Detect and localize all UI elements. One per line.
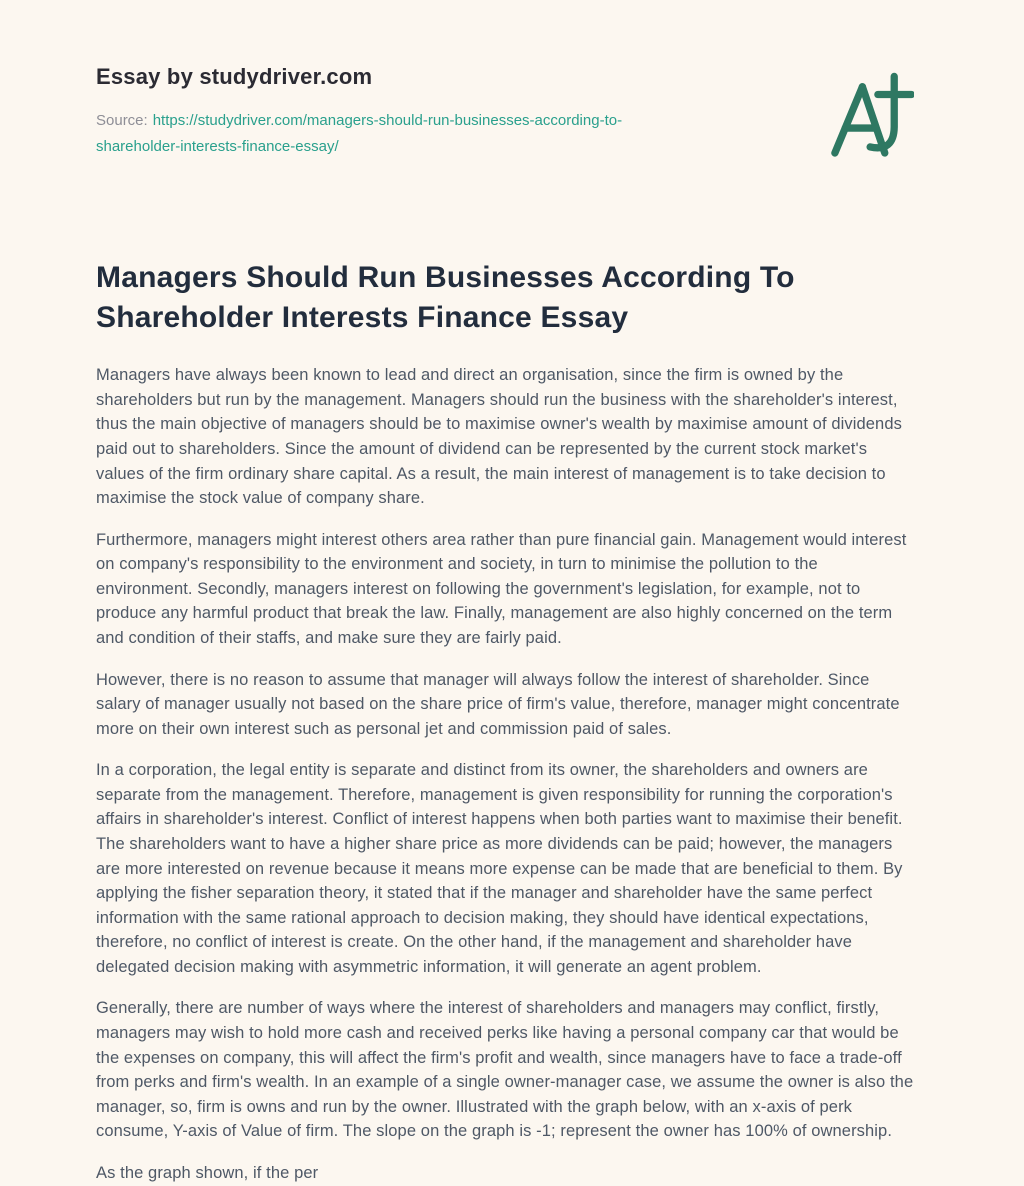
essay-body bbox=[96, 363, 918, 1185]
essay-paragraph: However, there is no reason to assume that manager will always follow the interest of shareholder. Since salary of manager usually not based on the share price of firm's value, therefore, manager might concentrate more on their own interest such as personal jet and commission paid of sales. bbox=[96, 670, 900, 738]
essay-paragraph: Furthermore, managers might interest others area rather than pure financial gain. Management would interest on company's responsibility to the environment and society, in turn to minimise the pollution to the environment. Secondly, managers interest on following the government's legislation, for example, not to produce any harmful product that break the law. Finally, management are also highly concerned on the term and condition of their staffs, and make sure they are fairly paid. bbox=[96, 530, 907, 647]
essay-title: Managers Should Run Businesses According To Shareholder Interests Finance Essay bbox=[96, 261, 795, 334]
essay-paragraph: In a corporation, the legal entity is separate and distinct from its owner, the shareholders and owners are separate from the management. Therefore, management is given responsibility for running the corporation's affairs in shareholder's interest. Conflict of interest happens when both parties want to maximise their benefit. The shareholders want to have a higher share price as more dividends can be paid; however, the managers are more interested on revenue because it means more expense can be made that are beneficial to them. By applying the fisher separation theory, it stated that if the manager and shareholder have the same perfect information with the same rational approach to decision making, they should have identical expectations, therefore, no conflict of interest is create. On the other hand, if the management and shareholder have delegated decision making with asymmetric information, it will generate an agent problem. bbox=[96, 761, 903, 976]
studydriver-logo-icon bbox=[828, 70, 914, 162]
essay-content bbox=[96, 258, 928, 1186]
studydriver-logo bbox=[828, 70, 914, 162]
essay-paragraph: As the graph shown, if the per bbox=[96, 1163, 319, 1182]
essay-paragraph: Managers have always been known to lead and direct an organisation, since the firm is owned by the shareholders but run by the management. Managers should run the business with the shareholder's interest, thus the main objective of managers should be to maximise owner's wealth by maximise amount of dividends paid out to shareholders. Since the amount of dividend can be represented by the current stock market's values of the firm ordinary share capital. As a result, the main interest of management is to take decision to maximise the stock value of company share. bbox=[96, 366, 902, 508]
header-text-block bbox=[96, 64, 676, 159]
source-link[interactable]: https://studydriver.com/managers-should-run-businesses-according-to-shareholder-interests-finance-essay/ bbox=[96, 112, 623, 155]
byline: Essay by studydriver.com bbox=[96, 64, 373, 89]
source-line bbox=[96, 108, 676, 159]
source-label: Source: bbox=[96, 112, 148, 129]
page-header bbox=[96, 64, 928, 162]
essay-paragraph: Generally, there are number of ways where the interest of shareholders and managers may conflict, firstly, managers may wish to hold more cash and received perks like having a personal company car that would be the expenses on company, this will affect the firm's profit and wealth, since managers have to face a trade-off from perks and firm's wealth. In an example of a single owner-manager case, we assume the owner is also the manager, so, firm is owns and run by the owner. Illustrated with the graph below, with an x-axis of perk consume, Y-axis of Value of firm. The slope on the graph is -1; represent the owner has 100% of ownership. bbox=[96, 999, 914, 1141]
